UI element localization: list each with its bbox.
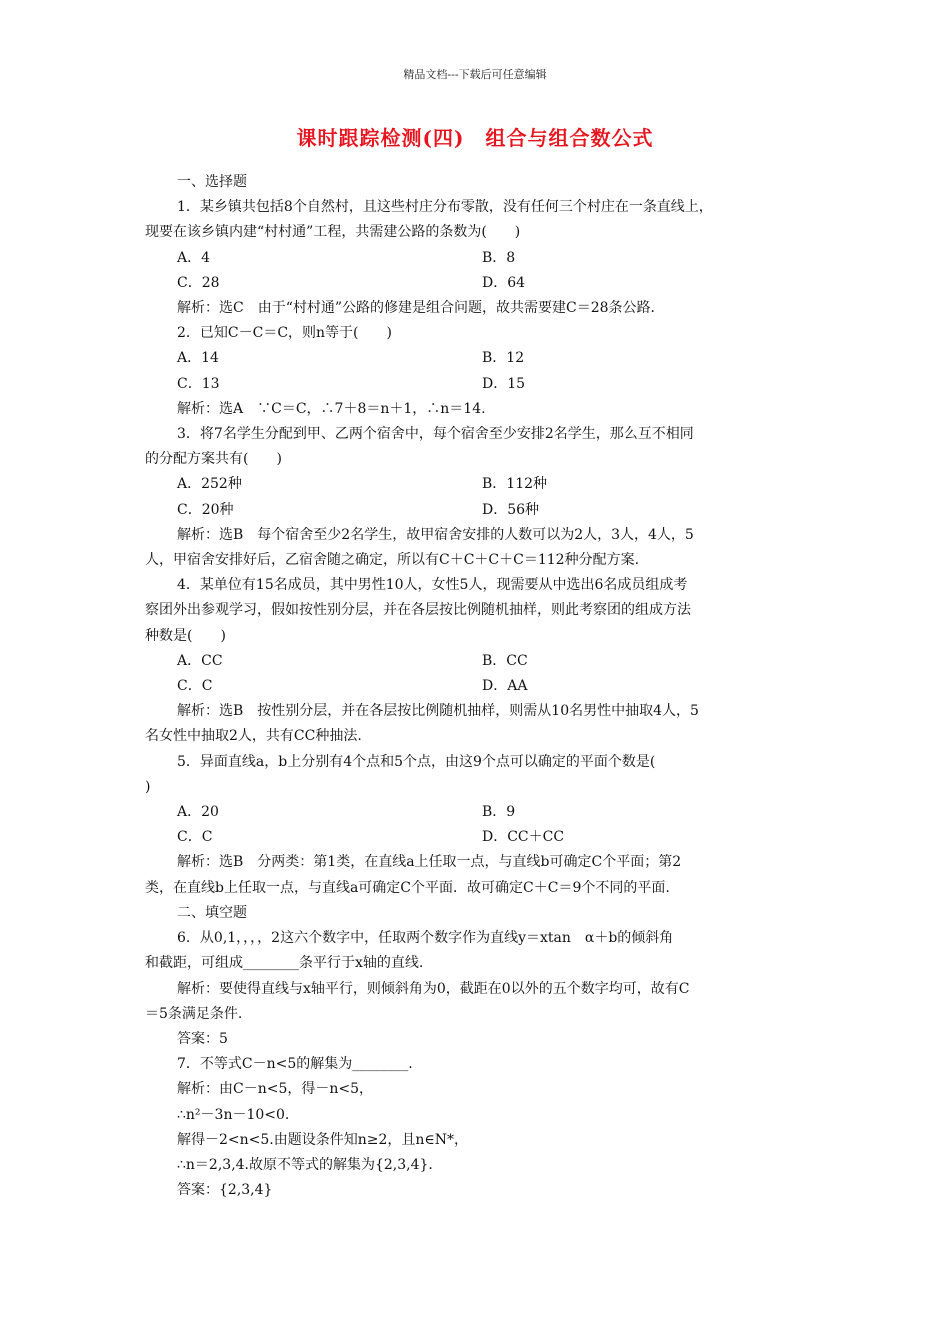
question-2-options-row: [145, 346, 810, 371]
document-body: [145, 170, 810, 1203]
question-5-solution: 解析：选B 分两类：第1类，在直线a上任取一点，与直线b可确定C个平面；第2: [177, 854, 682, 871]
option-d: D．AA: [482, 678, 528, 695]
option-a: A．CC: [177, 652, 223, 669]
question-2-stem: 2．已知C－C＝C，则n等于( ): [177, 325, 392, 342]
question-6-solution-cont: ＝5条满足条件.: [145, 1005, 243, 1022]
page-title: 课时跟踪检测(四) 组合与组合数公式: [296, 126, 654, 150]
question-3-options-row: [145, 472, 810, 497]
question-6-solution: 解析：要使得直线与x轴平行，则倾斜角为0，截距在0以外的五个数字均可，故有C: [177, 980, 690, 997]
question-3-stem-cont: 的分配方案共有( ): [145, 451, 282, 468]
question-4-solution-cont: 名女性中抽取2人，共有CC种抽法.: [145, 728, 362, 745]
question-2-options-row: [145, 372, 810, 397]
question-7-solution-line: ∴n²－3n－10<0.: [177, 1106, 290, 1123]
question-4-solution: 解析：选B 按性别分层，并在各层按比例随机抽样，则需从10名男性中抽取4人，5: [177, 703, 699, 720]
option-d: D．15: [482, 375, 526, 392]
question-2-solution: 解析：选A ∵C＝C，∴7＋8＝n＋1，∴n＝14.: [177, 400, 486, 417]
section-heading: 二、填空题: [177, 904, 247, 921]
option-c: C．C: [177, 829, 213, 846]
option-c: C．20种: [177, 501, 234, 518]
question-1-options-row: [145, 246, 810, 271]
question-7-solution-line: 解析：由C－n<5，得－n<5，: [177, 1081, 374, 1098]
option-a: A．14: [177, 350, 219, 367]
question-7-solution-line: 解得－2<n<5.由题设条件知n≥2，且n∈N*，: [177, 1131, 469, 1148]
option-a: A．20: [177, 804, 219, 821]
question-5-stem: 5．异面直线a，b上分别有4个点和5个点，由这9个点可以确定的平面个数是(: [177, 753, 656, 770]
question-1-solution: 解析：选C 由于“村村通”公路的修建是组合问题，故共需要建C＝28条公路．: [177, 300, 665, 317]
question-1-stem-cont: 现要在该乡镇内建“村村通”工程，共需建公路的条数为( ): [145, 224, 521, 241]
option-c: C．28: [177, 274, 220, 291]
question-6-answer: 答案：5: [177, 1030, 228, 1047]
option-b: B．12: [482, 350, 525, 367]
option-c: C．13: [177, 375, 220, 392]
question-4-stem-cont: 种数是( ): [145, 627, 226, 644]
option-b: B．112种: [482, 476, 548, 493]
option-b: B．9: [482, 804, 516, 821]
question-7-solution-line: ∴n＝2,3,4.故原不等式的解集为{2,3,4}．: [177, 1156, 443, 1173]
question-3-solution-cont: 人，甲宿舍安排好后，乙宿舍随之确定，所以有C＋C＋C＋C＝112种分配方案.: [145, 552, 640, 569]
question-3-options-row: [145, 498, 810, 523]
question-3-solution: 解析：选B 每个宿舍至少2名学生，故甲宿舍安排的人数可以为2人，3人，4人，5: [177, 526, 694, 543]
option-c: C．C: [177, 678, 213, 695]
option-b: B．CC: [482, 652, 528, 669]
question-4-stem: 4．某单位有15名成员，其中男性10人，女性5人，现需要从中选出6名成员组成考: [177, 577, 688, 594]
question-5-options-row: [145, 800, 810, 825]
question-5-stem-cont: ): [145, 778, 151, 795]
question-1-stem: 1．某乡镇共包括8个自然村，且这些村庄分布零散，没有任何三个村庄在一条直线上，: [177, 199, 713, 216]
question-1-options-row: [145, 271, 810, 296]
option-d: D．64: [482, 274, 526, 291]
question-7-answer: 答案：{2,3,4}: [177, 1182, 273, 1199]
option-a: A．252种: [177, 476, 242, 493]
question-6-stem-cont: 和截距，可组成________条平行于x轴的直线.: [145, 955, 424, 972]
question-4-stem-cont: 察团外出参观学习，假如按性别分层，并在各层按比例随机抽样，则此考察团的组成方法: [145, 602, 691, 619]
question-5-options-row: [145, 825, 810, 850]
option-d: D．CC＋CC: [482, 829, 565, 846]
question-7-stem: 7．不等式C－n<5的解集为________.: [177, 1056, 413, 1073]
question-6-stem: 6．从0,1，，，，2这六个数字中，任取两个数字作为直线y＝xtan α＋b的倾斜角: [177, 930, 674, 947]
option-d: D．56种: [482, 501, 540, 518]
option-a: A．4: [177, 249, 211, 266]
section-heading: 一、选择题: [177, 174, 247, 190]
question-4-options-row: [145, 649, 810, 674]
question-5-solution-cont: 类，在直线b上任取一点，与直线a可确定C个平面．故可确定C＋C＝9个不同的平面.: [145, 879, 670, 896]
option-b: B．8: [482, 249, 516, 266]
question-4-options-row: [145, 674, 810, 699]
header-watermark: 精品文档---下载后可任意编辑: [403, 68, 547, 81]
question-3-stem: 3．将7名学生分配到甲、乙两个宿舍中，每个宿舍至少安排2名学生，那么互不相同: [177, 426, 694, 443]
